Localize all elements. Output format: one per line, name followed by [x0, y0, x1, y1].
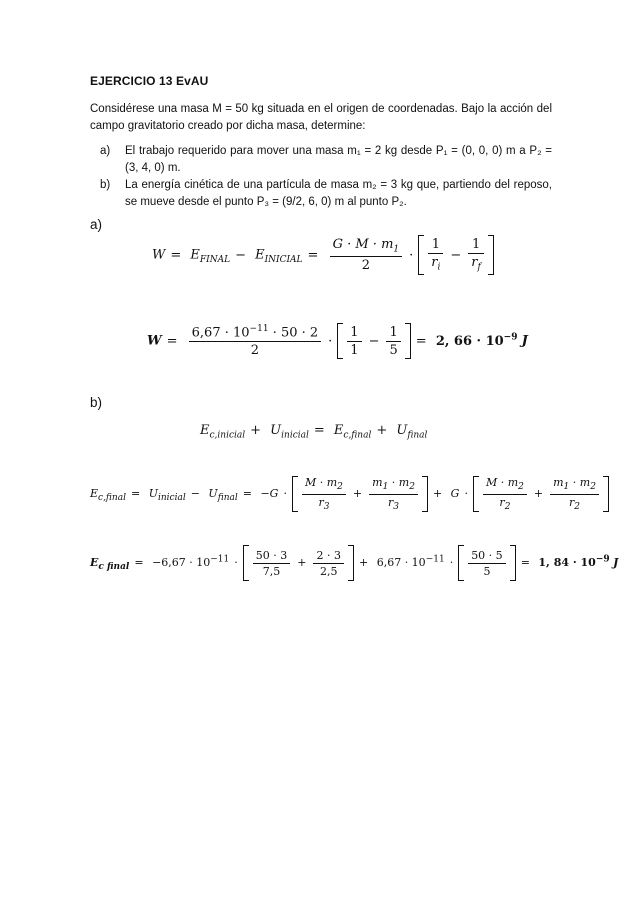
result-unit: J: [613, 556, 619, 569]
section-b-label: b): [90, 395, 103, 410]
fraction: $\frac{1}{r_i}$: [428, 237, 443, 273]
right-bracket: [488, 235, 494, 275]
work-result: W = $\frac{6,67 \cdot 10^{-11} \cdot 50 \cdot 2}{2}$ · $\frac{1}{1}$ − $\frac{1}{5}$ = 2, $66 \cdot 10^{-9}$ J: [147, 323, 528, 359]
left-bracket: [458, 545, 464, 581]
left-bracket: [292, 476, 298, 512]
eq-symbol: W: [152, 247, 166, 263]
right-bracket: [603, 476, 609, 512]
eq-symbol: W: [147, 333, 162, 349]
left-bracket: [418, 235, 424, 275]
eq-symbol: E: [190, 247, 200, 263]
problem-statement: Considérese una masa M = 50 kg situada en el origen de coordenadas. Bajo la acción del campo gravitatorio creado por dicha masa, determine:: [90, 103, 552, 132]
fraction: $\frac{1}{r_f}$: [468, 237, 484, 273]
right-bracket: [405, 323, 411, 359]
item-marker: a): [100, 145, 111, 157]
item-marker: b): [100, 179, 111, 191]
kinetic-energy-formula: $E_{c,final} = U_{inicial} - U_{final} = -G$ · $\frac{M \cdot m_2}{r_3}$ + $\frac{m_1 \cdot m_2}{r_3}$ + G · $\frac{M \cdot m_2}{r_2}$ + $\frac{m_1 \cdot m_2}{r_2}$: [90, 476, 609, 512]
fraction: $\frac{m_1 \cdot m_2}{r_3}$: [369, 476, 418, 511]
fraction: $\frac{M \cdot m_2}{r_2}$: [483, 476, 527, 511]
energy-conservation: $E_{c,inicial} + U_{inicial} = E_{c,final} + U_{final}$: [200, 423, 428, 441]
fraction: $\frac{m_1 \cdot m_2}{r_2}$: [550, 476, 599, 511]
work-formula: $W = E_{FINAL} - E_{INICIAL}$ = $\frac{G \cdot M \cdot m_1}{2}$ · $\frac{1}{r_i}$ − $\frac{1}{r_f}$: [152, 235, 494, 275]
fraction: $\frac{G \cdot M \cdot m_1}{2}$: [330, 237, 403, 273]
right-bracket: [422, 476, 428, 512]
right-bracket: [348, 545, 354, 581]
left-bracket: [243, 545, 249, 581]
fraction: $\frac{1}{1}$: [347, 325, 361, 358]
fraction: $\frac{2 \cdot 3}{2,5}$: [313, 549, 344, 578]
list-item: [100, 177, 552, 211]
fraction: $\frac{1}{5}$: [386, 325, 400, 358]
left-bracket: [337, 323, 343, 359]
result-value: 1, $84 \cdot 10^{-9}$: [538, 554, 610, 569]
eq-subscript: FINAL: [199, 255, 231, 266]
right-bracket: [510, 545, 516, 581]
list-item: [100, 143, 552, 177]
result-value: 2, $66 \cdot 10^{-9}$: [435, 332, 518, 349]
kinetic-energy-result: $E_{c final} = -6,67 \cdot 10^{-11}$ · $\frac{50 \cdot 3}{7,5}$ + $\frac{2 \cdot 3}{2,5}$ + $6,67 \cdot 10^{-11}$ · $\frac{50 \cdot 5}{5}$ = 1, $84 \cdot 10^{-9}$ J: [90, 545, 618, 581]
fraction: $\frac{M \cdot m_2}{r_3}$: [302, 476, 346, 511]
section-a-label: a): [90, 217, 103, 232]
exercise-heading: EJERCICIO 13 EvAU: [90, 74, 209, 88]
left-bracket: [473, 476, 479, 512]
fraction: $\frac{50 \cdot 3}{7,5}$: [253, 549, 291, 578]
fraction: $\frac{6,67 \cdot 10^{-11} \cdot 50 \cdot 2}{2}$: [189, 324, 322, 358]
item-text: La energía cinética de una partícula de masa m₂ = 3 kg que, partiendo del reposo, se mueve desde el punto P₃ = (9/2, 6, 0) m al punto P₂.: [125, 179, 552, 208]
fraction: $\frac{50 \cdot 5}{5}$: [468, 549, 506, 578]
item-text: El trabajo requerido para mover una masa m₁ = 2 kg desde P₁ = (0, 0, 0) m a P₂ = (3, 4, 0) m.: [125, 145, 552, 174]
eq-subscript: INICIAL: [264, 255, 303, 266]
eq-symbol: E: [255, 247, 265, 263]
result-unit: J: [521, 333, 528, 349]
